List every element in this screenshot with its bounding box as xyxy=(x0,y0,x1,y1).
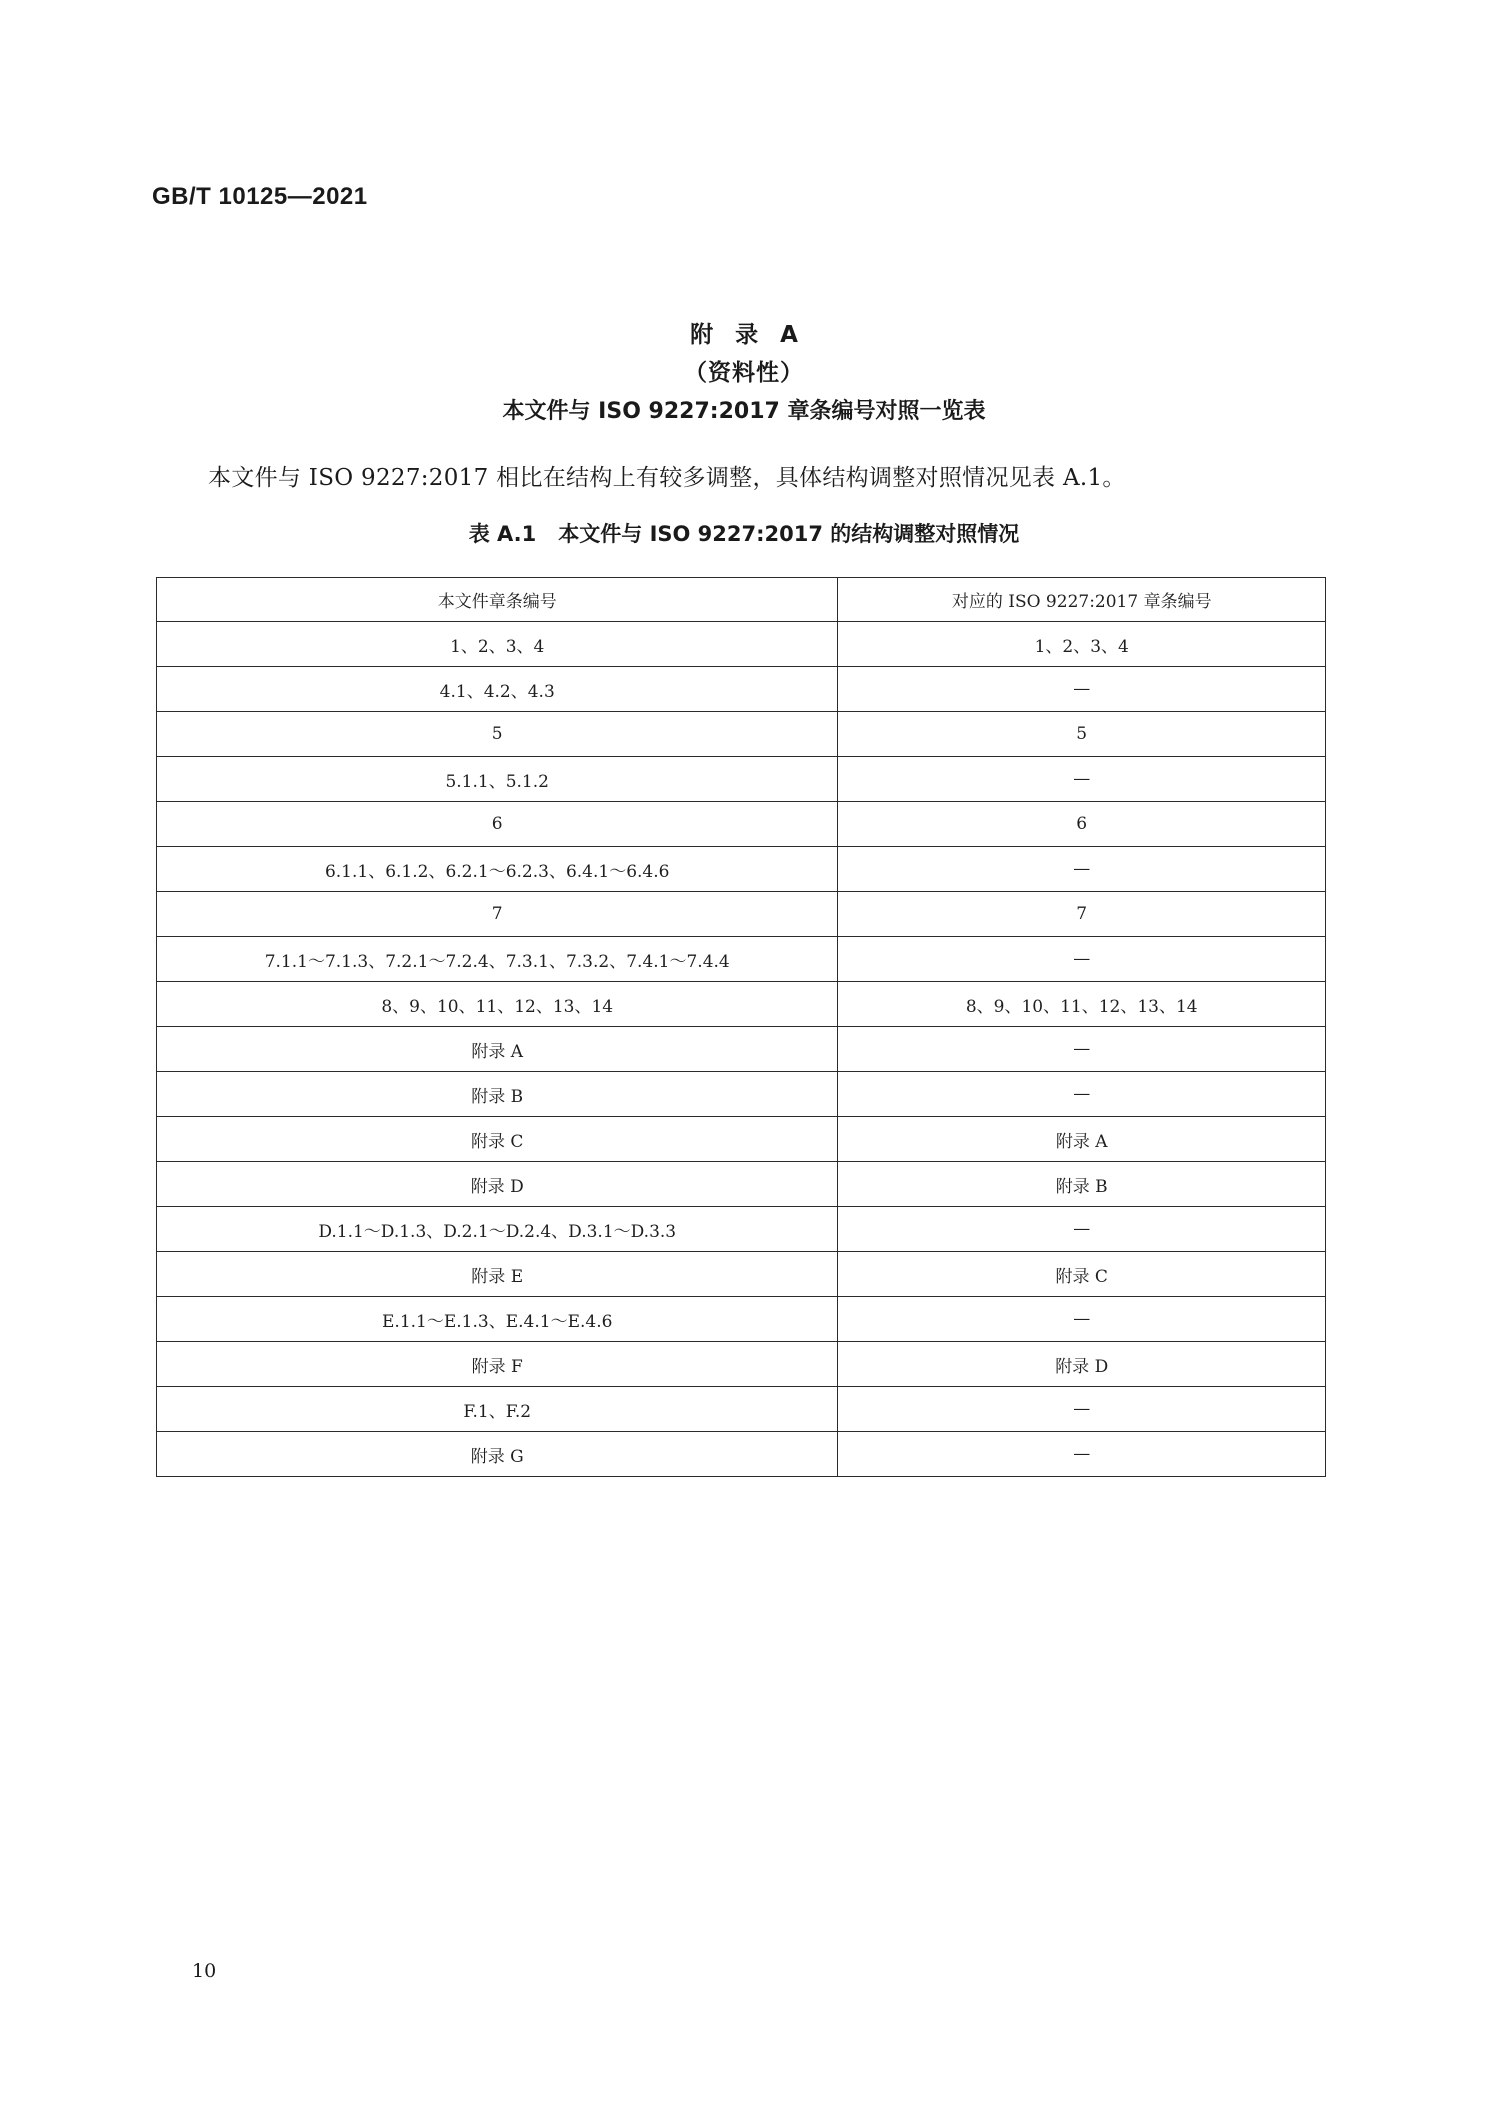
annex-heading: 本文件与 ISO 9227:2017 章条编号对照一览表 xyxy=(502,399,986,424)
table-row xyxy=(157,1342,1326,1387)
cell-document-clause: 6.1.1、6.1.2、6.2.1～6.2.3、6.4.1～6.4.6 xyxy=(157,847,838,892)
cell-iso-clause: 8、9、10、11、12、13、14 xyxy=(838,982,1326,1027)
standard-code: GB/T 10125—2021 xyxy=(152,183,368,210)
table-row xyxy=(157,1117,1326,1162)
cell-document-clause: D.1.1～D.1.3、D.2.1～D.2.4、D.3.1～D.3.3 xyxy=(157,1207,838,1252)
table-row xyxy=(157,1252,1326,1297)
cell-document-clause: 附录 D xyxy=(157,1162,838,1207)
cell-document-clause: 1、2、3、4 xyxy=(157,622,838,667)
cell-iso-clause: — xyxy=(838,1207,1326,1252)
cell-document-clause: E.1.1～E.1.3、E.4.1～E.4.6 xyxy=(157,1297,838,1342)
cell-iso-clause: — xyxy=(838,937,1326,982)
cell-iso-clause: 1、2、3、4 xyxy=(838,622,1326,667)
cell-iso-clause: 7 xyxy=(838,892,1326,937)
cell-document-clause: F.1、F.2 xyxy=(157,1387,838,1432)
table-row xyxy=(157,757,1326,802)
table-row xyxy=(157,1207,1326,1252)
table-row xyxy=(157,1432,1326,1477)
table-row xyxy=(157,622,1326,667)
cell-document-clause: 附录 A xyxy=(157,1027,838,1072)
cell-document-clause: 附录 F xyxy=(157,1342,838,1387)
table-row xyxy=(157,1297,1326,1342)
annex-title: 附录A xyxy=(690,322,820,348)
cell-document-clause: 5.1.1、5.1.2 xyxy=(157,757,838,802)
cell-iso-clause: 附录 A xyxy=(838,1117,1326,1162)
table-header-row xyxy=(157,578,1326,622)
cell-iso-clause: — xyxy=(838,1297,1326,1342)
cell-document-clause: 附录 B xyxy=(157,1072,838,1117)
table-row xyxy=(157,847,1326,892)
cell-document-clause: 4.1、4.2、4.3 xyxy=(157,667,838,712)
column-header-document-clause: 本文件章条编号 xyxy=(157,578,838,622)
table-row xyxy=(157,1387,1326,1432)
cell-document-clause: 7.1.1～7.1.3、7.2.1～7.2.4、7.3.1、7.3.2、7.4.1～7.4.4 xyxy=(157,937,838,982)
cell-iso-clause: — xyxy=(838,667,1326,712)
cell-document-clause: 8、9、10、11、12、13、14 xyxy=(157,982,838,1027)
column-header-iso-clause: 对应的 ISO 9227:2017 章条编号 xyxy=(838,578,1326,622)
table-caption-number: 表 A.1 xyxy=(468,522,537,546)
clause-comparison-table xyxy=(156,577,1326,1477)
table-row xyxy=(157,1072,1326,1117)
annex-nature: （资料性） xyxy=(684,360,804,386)
cell-document-clause: 7 xyxy=(157,892,838,937)
cell-iso-clause: 附录 C xyxy=(838,1252,1326,1297)
cell-iso-clause: — xyxy=(838,1072,1326,1117)
table-row xyxy=(157,1162,1326,1207)
cell-document-clause: 附录 G xyxy=(157,1432,838,1477)
cell-document-clause: 附录 C xyxy=(157,1117,838,1162)
table-caption-text: 本文件与 ISO 9227:2017 的结构调整对照情况 xyxy=(558,522,1020,546)
intro-paragraph: 本文件与 ISO 9227:2017 相比在结构上有较多调整，具体结构调整对照情况见表 A.1。 xyxy=(208,465,1126,491)
cell-iso-clause: — xyxy=(838,1387,1326,1432)
table-caption xyxy=(0,518,1488,548)
cell-document-clause: 附录 E xyxy=(157,1252,838,1297)
cell-document-clause: 5 xyxy=(157,712,838,757)
cell-iso-clause: — xyxy=(838,847,1326,892)
table-row xyxy=(157,1027,1326,1072)
cell-iso-clause: — xyxy=(838,1432,1326,1477)
table-row xyxy=(157,712,1326,757)
cell-iso-clause: 附录 B xyxy=(838,1162,1326,1207)
cell-iso-clause: — xyxy=(838,757,1326,802)
table-row xyxy=(157,892,1326,937)
table-row xyxy=(157,667,1326,712)
table-row xyxy=(157,937,1326,982)
table-row xyxy=(157,982,1326,1027)
cell-iso-clause: 5 xyxy=(838,712,1326,757)
page-number: 10 xyxy=(192,1960,217,1982)
cell-iso-clause: — xyxy=(838,1027,1326,1072)
cell-iso-clause: 附录 D xyxy=(838,1342,1326,1387)
table-row xyxy=(157,802,1326,847)
cell-iso-clause: 6 xyxy=(838,802,1326,847)
cell-document-clause: 6 xyxy=(157,802,838,847)
